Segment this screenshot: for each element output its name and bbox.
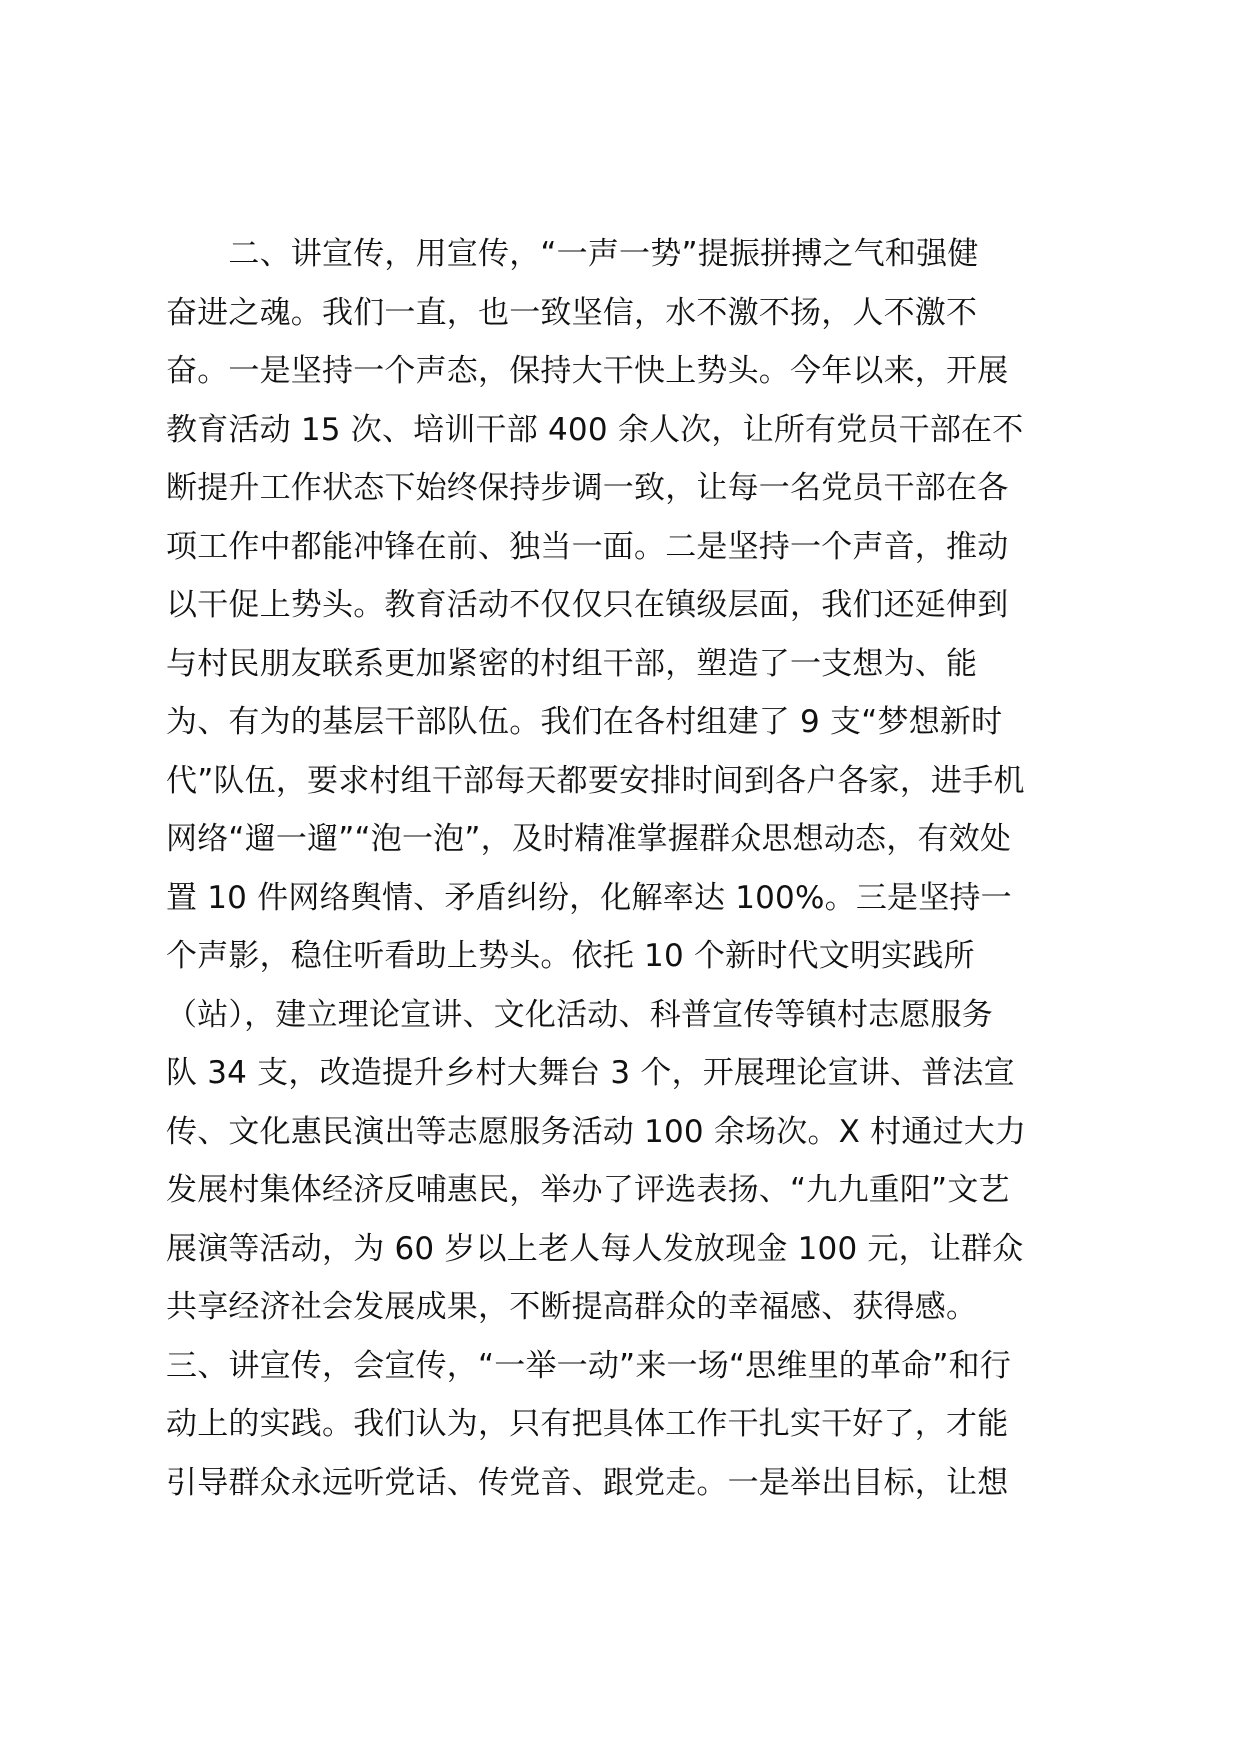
text-line: 与村民朋友联系更加紧密的村组干部，塑造了一支想为、能 — [166, 645, 978, 682]
text-line: 队 34 支，改造提升乡村大舞台 3 个，开展理论宣讲、普法宣 — [166, 1055, 1015, 1091]
text-line: 传、文化惠民演出等志愿服务活动 100 余场次。X 村通过大力 — [166, 1113, 1027, 1150]
text-line: 动上的实践。我们认为，只有把具体工作干扎实干好了，才能 — [166, 1406, 1009, 1442]
text-line: 引导群众永远听党话、传党音、跟党走。一是举出目标，让想 — [166, 1464, 1009, 1501]
text-line: 发展村集体经济反哺惠民，举办了评选表扬、“九九重阳”文艺 — [166, 1172, 1010, 1208]
text-line: 教育活动 15 次、培训干部 400 余人次，让所有党员干部在不 — [166, 411, 1024, 448]
text-line: 奋进之魂。我们一直，也一致坚信，水不激不扬，人不激不 — [166, 294, 978, 331]
text-line: （站），建立理论宣讲、文化活动、科普宣传等镇村志愿服务 — [166, 996, 993, 1033]
text-line: 项工作中都能冲锋在前、独当一面。二是坚持一个声音，推动 — [166, 528, 1009, 565]
text-line: 断提升工作状态下始终保持步调一致，让每一名党员干部在各 — [166, 470, 1009, 506]
text-line: 二、讲宣传，用宣传，“一声一势”提振拼搏之气和强健 — [166, 236, 979, 272]
text-line: 以干促上势头。教育活动不仅仅只在镇级层面，我们还延伸到 — [166, 587, 1009, 623]
text-line: 展演等活动，为 60 岁以上老人每人发放现金 100 元，让群众 — [166, 1230, 1024, 1267]
text-line: 三、讲宣传，会宣传，“一举一动”来一场“思维里的革命”和行 — [166, 1347, 1012, 1384]
text-line: 置 10 件网络舆情、矛盾纠纷，化解率达 100%。三是坚持一 — [166, 879, 1012, 916]
text-line: 个声影，稳住听看助上势头。依托 10 个新时代文明实践所 — [166, 938, 975, 974]
text-line: 共享经济社会发展成果，不断提高群众的幸福感、获得感。 — [166, 1289, 978, 1325]
text-line: 奋。一是坚持一个声态，保持大干快上势头。今年以来，开展 — [166, 353, 1009, 389]
text-line: 网络“遛一遛”“泡一泡”，及时精准掌握群众思想动态，有效处 — [166, 821, 1012, 857]
text-line: 为、有为的基层干部队伍。我们在各村组建了 9 支“梦想新时 — [166, 704, 1003, 740]
body-text — [166, 225, 1096, 1512]
text-line: 代”队伍，要求村组干部每天都要安排时间到各户各家，进手机 — [166, 762, 1025, 799]
